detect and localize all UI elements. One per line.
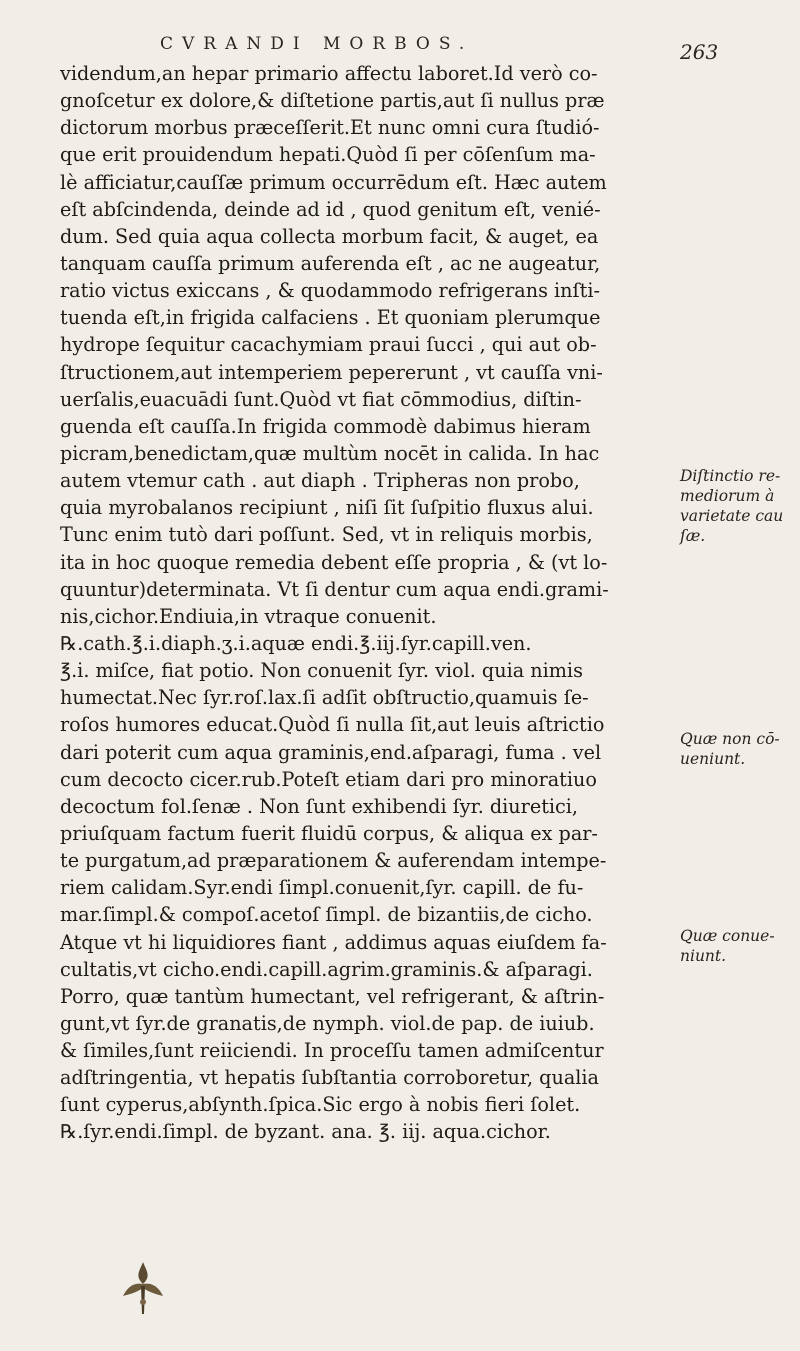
text-line: ℞.cath.℥.i.diaph.ʒ.i.aquæ endi.℥.iij.ſyr.capill.ven. <box>60 631 532 655</box>
text-line: mar.ſimpl.& compoſ.acetoſ ſimpl. de bizantiis,de cicho. <box>60 903 593 927</box>
text-line: quuntur)determinata. Vt ſi dentur cum aqua endi.grami- <box>60 577 609 601</box>
text-line: Tunc enim tutò dari poſſunt. Sed, vt in reliquis morbis, <box>60 523 593 547</box>
text-line: roſos humores educat.Quòd ſi nulla ſit,aut leuis aſtrictio <box>60 713 605 737</box>
margin-note-line: Quæ non cō- <box>680 730 780 748</box>
text-line: autem vtemur cath . aut diaph . Tripheras non probo, <box>60 469 580 493</box>
margin-note-distinctio <box>680 466 798 546</box>
text-line: gunt,vt ſyr.de granatis,de nymph. viol.de pap. de iuiub. <box>60 1011 595 1035</box>
text-line: que erit prouidendum hepati.Quòd ſi per cōſenſum ma- <box>60 143 596 167</box>
text-line: cum decocto cicer.rub.Poteſt etiam dari pro minoratiuo <box>60 767 597 791</box>
text-line: humectat.Nec ſyr.roſ.lax.ſi adſit obſtructio,quamuis ſe- <box>60 686 589 710</box>
margin-note-line: ueniunt. <box>680 750 746 768</box>
text-line: & ſimiles,ſunt reiiciendi. In proceſſu tamen admiſcentur <box>60 1039 604 1063</box>
text-line: Atque vt hi liquidiores fiant , addimus aquas eiuſdem fa- <box>60 930 607 954</box>
fleuron-ornament-icon <box>113 1258 173 1318</box>
text-line: gnoſcetur ex dolore,& diſtetione partis,aut ſi nullus præ <box>60 89 605 113</box>
text-line: ſunt cyperus,abſynth.ſpica.Sic ergo à nobis fieri ſolet. <box>60 1093 581 1117</box>
text-line: priuſquam factum fuerit fluidū corpus, & aliqua ex par- <box>60 821 598 845</box>
text-line: nis,cichor.Endiuia,in vtraque conuenit. <box>60 604 437 628</box>
text-line: ita in hoc quoque remedia debent eſſe propria , & (vt lo- <box>60 550 608 574</box>
text-line: guenda eſt cauſſa.In frigida commodè dabimus hieram <box>60 414 591 438</box>
text-line: cultatis,vt cicho.endi.capill.agrim.graminis.& aſparagi. <box>60 957 593 981</box>
text-line: lè afficiatur,cauſſæ primum occurrēdum eſt. Hæc autem <box>60 170 607 194</box>
text-line: adſtringentia, vt hepatis ſubſtantia corroboretur, qualia <box>60 1066 599 1090</box>
text-line: te purgatum,ad præparationem & auferendam intempe- <box>60 849 607 873</box>
margin-note-line: Diſtinctio re- <box>680 467 781 485</box>
margin-note-line: mediorum à <box>680 487 775 505</box>
text-line: eſt abſcindenda, deinde ad id , quod genitum eſt, venié- <box>60 197 601 221</box>
text-line: tanquam cauſſa primum auferenda eſt , ac ne augeatur, <box>60 251 601 275</box>
text-line: ℥.i. miſce, fiat potio. Non conuenit ſyr. viol. quia nimis <box>60 659 583 683</box>
body-text <box>60 60 690 1146</box>
text-line: dictorum morbus præceſſerit.Et nunc omni cura ſtudió- <box>60 116 600 140</box>
margin-note-line: ſæ. <box>680 527 706 545</box>
text-line: tuenda eſt,in frigida calfaciens . Et quoniam plerumque <box>60 306 601 330</box>
margin-note-conveniunt <box>680 926 798 966</box>
margin-note-line: niunt. <box>680 947 727 965</box>
margin-note-non-conveniunt <box>680 729 798 769</box>
text-line: riem calidam.Syr.endi ſimpl.conuenit,ſyr. capill. de fu- <box>60 876 584 900</box>
margin-note-line: varietate cau <box>680 507 784 525</box>
text-line: hydrope ſequitur cacachymiam praui ſucci , qui aut ob- <box>60 333 597 357</box>
text-line: dum. Sed quia aqua collecta morbum facit, & auget, ea <box>60 224 599 248</box>
margin-note-line: Quæ conue- <box>680 927 775 945</box>
text-line: uerſalis,euacuādi ſunt.Quòd vt fiat cōmmodius, diſtin- <box>60 387 582 411</box>
text-line: dari poterit cum aqua graminis,end.aſparagi, fuma . vel <box>60 740 602 764</box>
text-line: videndum,an hepar primario affectu laboret.Id verò co- <box>60 62 598 85</box>
text-line: Porro, quæ tantùm humectant, vel refrigerant, & aſtrin- <box>60 984 605 1008</box>
text-line: quia myrobalanos recipiunt , niſi ſit ſuſpitio fluxus alui. <box>60 496 594 520</box>
text-line: ſtructionem,aut intemperiem pepererunt , vt cauſſa vni- <box>60 360 603 384</box>
text-line: picram,benedictam,quæ multùm nocēt in calida. In hac <box>60 441 600 465</box>
text-line: decoctum fol.ſenæ . Non ſunt exhibendi ſyr. diuretici, <box>60 794 579 818</box>
page-number: 263 <box>680 40 719 64</box>
text-line: ℞.ſyr.endi.ſimpl. de byzant. ana. ℥. iij. aqua.cichor. <box>60 1120 551 1144</box>
running-head: CVRANDI MORBOS. <box>160 34 474 54</box>
text-line: ratio victus exiccans , & quodammodo refrigerans inſti- <box>60 279 600 303</box>
